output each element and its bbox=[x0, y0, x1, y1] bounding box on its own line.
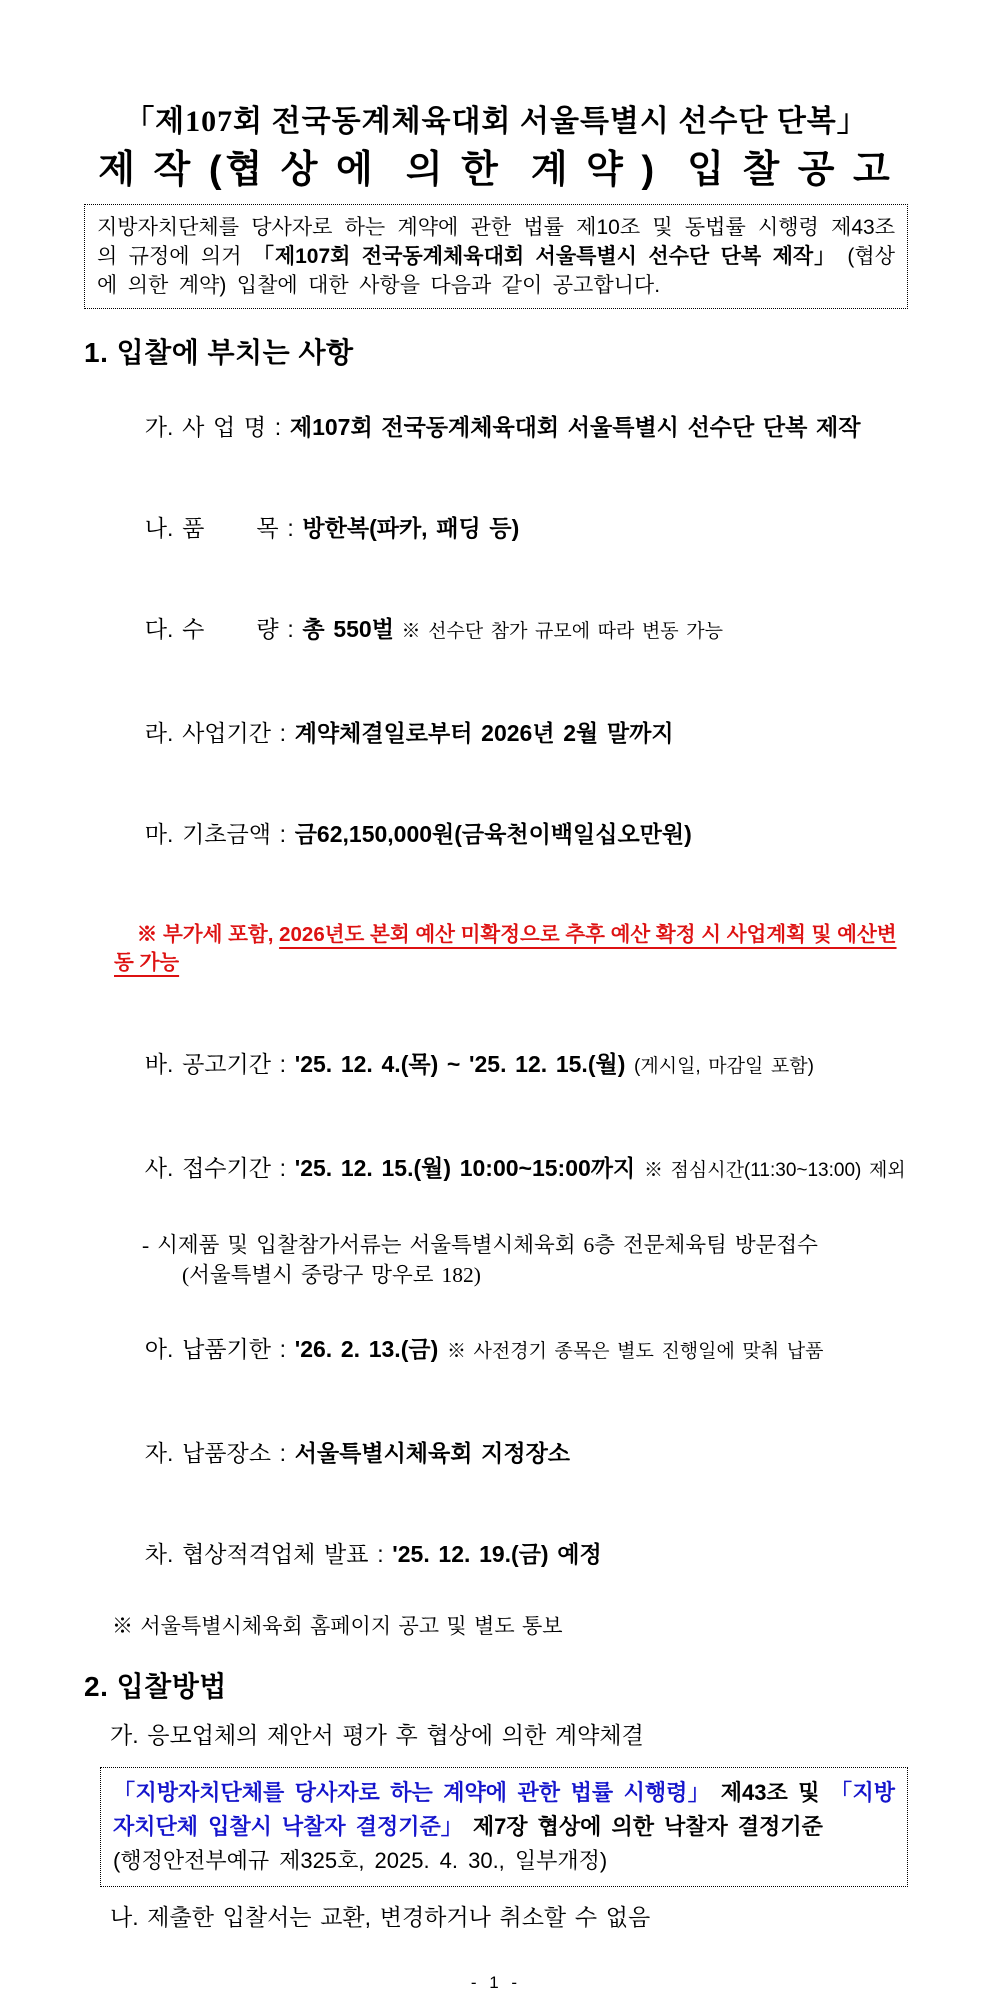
law-ref-chapter: 제7장 협상에 의한 낙찰자 결정기준 bbox=[462, 1814, 823, 1839]
item-delivery-deadline-note: ※ 사전경기 종목은 별도 진행일에 맞춰 납품 bbox=[446, 1341, 824, 1362]
item-quantity bbox=[110, 587, 908, 674]
item-delivery-deadline bbox=[110, 1307, 908, 1394]
intro-text-closing: (협상에 의한 계약) 입찰에 대한 사항을 다음과 같이 공고합니다. bbox=[97, 245, 895, 297]
item-base-amount-label: 마. 기초금액 : bbox=[144, 821, 295, 847]
item-notice-period bbox=[110, 1022, 908, 1109]
submission-location-line2: (서울특별시 중랑구 망우로 182) bbox=[182, 1263, 481, 1287]
bid-method-item-ga: 가. 응모업체의 제안서 평가 후 협상에 의한 계약체결 bbox=[110, 1722, 644, 1748]
item-period-value: 계약체결일로부터 2026년 2월 말까지 bbox=[294, 720, 674, 746]
item-delivery-deadline-value: '26. 2. 13.(금) bbox=[294, 1336, 447, 1362]
intro-notice-box bbox=[84, 204, 908, 309]
item-base-amount bbox=[110, 792, 908, 876]
section1-heading: 1. 입찰에 부치는 사항 bbox=[84, 337, 354, 368]
item-quantity-value: 총 550벌 bbox=[302, 616, 394, 642]
item-notice-period-note: (게시일, 마감일 포함) bbox=[634, 1056, 814, 1077]
item-product bbox=[110, 486, 908, 570]
item-selection-announce-value: '25. 12. 19.(금) 예정 bbox=[392, 1541, 602, 1567]
law-ref-revision: (행정안전부예규 제325호, 2025. 4. 30., 일부개정) bbox=[113, 1848, 608, 1873]
item-submission-period-value: '25. 12. 15.(월) 10:00~15:00까지 bbox=[294, 1155, 644, 1181]
item-project-name-label: 가. 사 업 명 : bbox=[144, 414, 290, 440]
item-delivery-deadline-label: 아. 납품기한 : bbox=[144, 1336, 295, 1362]
item-notice-period-label: 바. 공고기간 : bbox=[144, 1051, 295, 1077]
item-submission-period bbox=[110, 1126, 908, 1213]
item-quantity-label: 다. 수 량 : bbox=[144, 616, 303, 642]
item-period bbox=[110, 691, 908, 775]
intro-text-bold-project-name: 「제107회 전국동계체육대회 서울특별시 선수단 단복 제작」 bbox=[252, 245, 837, 268]
submission-location-detail bbox=[142, 1230, 908, 1290]
item-project-name bbox=[110, 385, 908, 469]
law-ref-decree: 「지방자치단체를 당사자로 하는 계약에 관한 법률 시행령」 bbox=[113, 1780, 711, 1805]
vat-budget-warning bbox=[114, 893, 908, 1005]
item-base-amount-value: 금62,150,000원(금육천이백일십오만원) bbox=[294, 821, 692, 847]
homepage-notice-note: ※ 서울특별시체육회 홈페이지 공고 및 별도 통보 bbox=[112, 1614, 563, 1638]
submission-location-line1: - 시제품 및 입찰참가서류는 서울특별시체육회 6층 전문체육팀 방문접수 bbox=[142, 1233, 818, 1257]
item-period-label: 라. 사업기간 : bbox=[144, 720, 295, 746]
item-notice-period-value: '25. 12. 4.(목) ~ '25. 12. 15.(월) bbox=[294, 1051, 635, 1077]
item-selection-announce-label: 차. 협상적격업체 발표 : bbox=[144, 1541, 393, 1567]
law-ref-article: 제43조 및 bbox=[710, 1780, 831, 1805]
item-selection-announce bbox=[110, 1512, 908, 1596]
doc-title-line1: 「제107회 전국동계체육대회 서울특별시 선수단 단복」 bbox=[124, 105, 868, 138]
section2-heading: 2. 입찰방법 bbox=[84, 1671, 227, 1702]
vat-warning-prefix: ※ 부가세 포함, bbox=[136, 923, 280, 946]
item-delivery-place bbox=[110, 1411, 908, 1495]
item-delivery-place-value: 서울특별시체육회 지정장소 bbox=[294, 1440, 571, 1466]
page-number: - 1 - bbox=[470, 1973, 522, 1992]
item-project-name-value: 제107회 전국동계체육대회 서울특별시 선수단 단복 제작 bbox=[289, 414, 861, 440]
doc-title-line2: 제 작 (협 상 에 의 한 계 약 ) 입 찰 공 고 bbox=[98, 149, 894, 191]
item-submission-period-note: ※ 점심시간(11:30~13:00) 제외 bbox=[643, 1160, 906, 1181]
item-quantity-note: ※ 선수단 참가 규모에 따라 변동 가능 bbox=[393, 621, 723, 642]
intro-text-regular: 지방자치단체를 당사자로 하는 계약에 관한 법률 제10조 및 동법률 시행령 제43조의 규정에 의거 bbox=[97, 216, 895, 268]
item-product-value: 방한복(파카, 패딩 등) bbox=[302, 515, 520, 541]
item-delivery-place-label: 자. 납품장소 : bbox=[144, 1440, 295, 1466]
vat-warning-underlined: 2026년도 본회 예산 미확정으로 추후 예산 확정 시 사업계획 및 예산변동 가능 bbox=[114, 923, 897, 974]
law-ref-criteria: 「지방자치단체 입찰시 낙찰자 결정기준」 bbox=[113, 1780, 895, 1839]
item-product-label: 나. 품 목 : bbox=[144, 515, 303, 541]
item-submission-period-label: 사. 접수기간 : bbox=[144, 1155, 295, 1181]
law-reference-box bbox=[100, 1767, 908, 1887]
bid-method-item-na: 나. 제출한 입찰서는 교환, 변경하거나 취소할 수 없음 bbox=[110, 1904, 651, 1930]
